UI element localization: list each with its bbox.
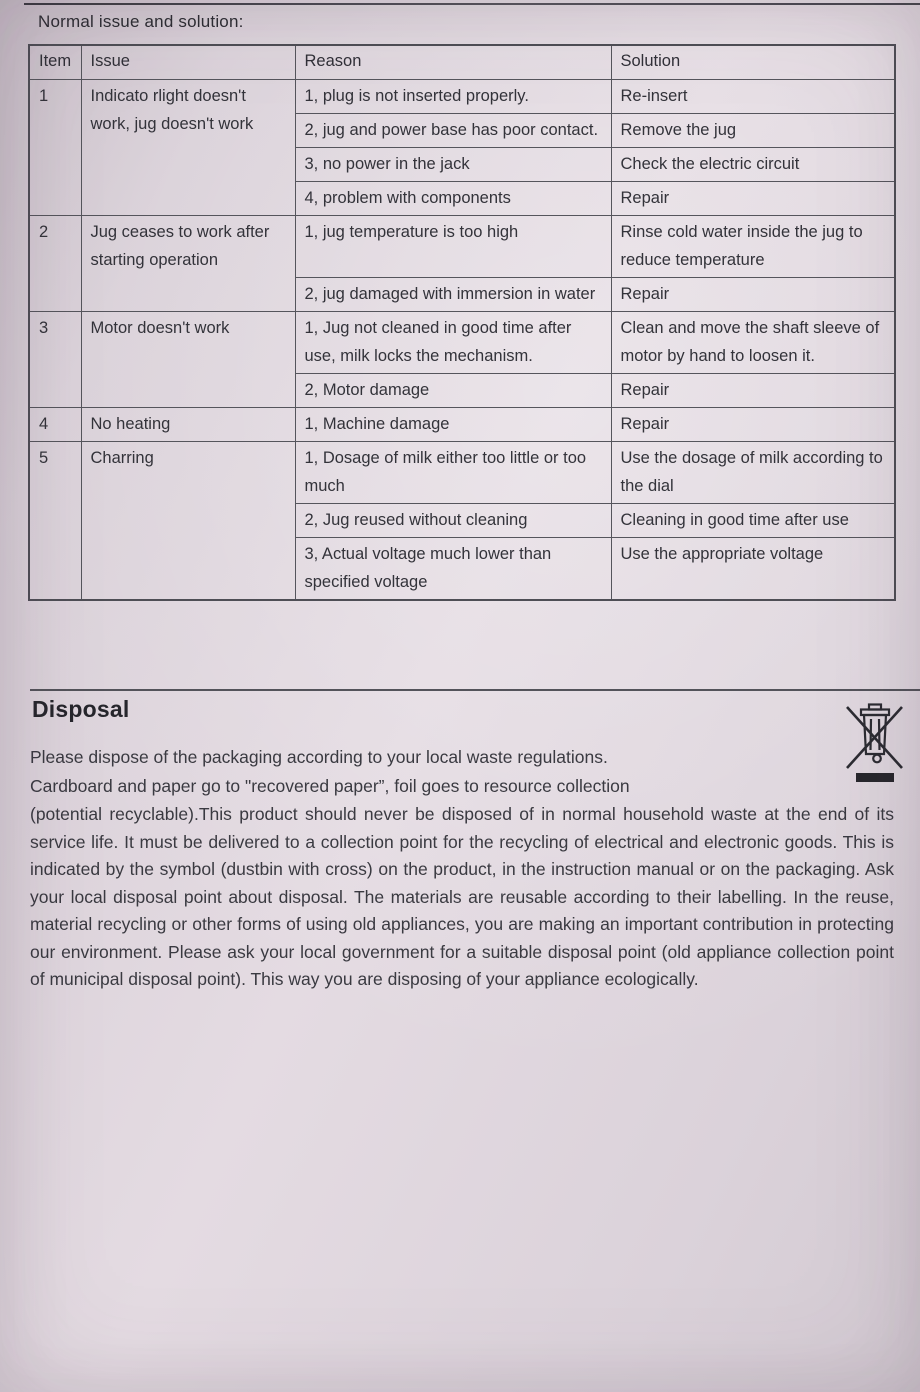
reason-cell: 1, Machine damage (295, 408, 611, 442)
column-header-issue: Issue (81, 45, 295, 80)
disposal-section-heading: Disposal (32, 696, 130, 722)
issue-cell: No heating (81, 408, 295, 442)
issue-cell: Jug ceases to work after starting operation (81, 216, 295, 312)
reason-cell: 3, Actual voltage much lower than specified voltage (295, 538, 611, 601)
disposal-body (30, 744, 894, 995)
item-number-cell: 2 (29, 216, 81, 312)
table-row (29, 80, 895, 114)
solution-cell: Clean and move the shaft sleeve of motor by hand to loosen it. (611, 312, 895, 374)
reason-cell: 2, jug damaged with immersion in water (295, 278, 611, 312)
solution-cell: Use the appropriate voltage (611, 538, 895, 601)
table-header-row (29, 45, 895, 80)
reason-cell: 1, Dosage of milk either too little or too much (295, 442, 611, 504)
column-header-solution: Solution (611, 45, 895, 80)
solution-cell: Cleaning in good time after use (611, 504, 895, 538)
solution-cell: Use the dosage of milk according to the dial (611, 442, 895, 504)
item-number-cell: 3 (29, 312, 81, 408)
table-row (29, 216, 895, 278)
solution-cell: Remove the jug (611, 114, 895, 148)
page-top-edge-line (24, 3, 920, 5)
table-title: Normal issue and solution: (38, 12, 244, 31)
reason-cell: 2, Motor damage (295, 374, 611, 408)
reason-cell: 4, problem with components (295, 182, 611, 216)
solution-cell: Repair (611, 374, 895, 408)
reason-cell: 1, jug temperature is too high (295, 216, 611, 278)
solution-cell: Rinse cold water inside the jug to reduce temperature (611, 216, 895, 278)
disposal-paragraph: Cardboard and paper go to "recovered paper”, foil goes to resource collection (30, 775, 630, 796)
table-row (29, 442, 895, 504)
issue-cell: Motor doesn't work (81, 312, 295, 408)
item-number-cell: 5 (29, 442, 81, 601)
item-number-cell: 1 (29, 80, 81, 216)
item-number-cell: 4 (29, 408, 81, 442)
table-row (29, 408, 895, 442)
section-divider-line (30, 689, 920, 691)
reason-cell: 1, Jug not cleaned in good time after use, milk locks the mechanism. (295, 312, 611, 374)
disposal-paragraph: (potential recyclable).This product should never be disposed of in normal household waste at the end of its service life. It must be delivered to a collection point for the recycling of electrical and electronic goods. This is indicated by the symbol (dustbin with cross) on the product, in the instruction manual or on the packaging. Ask your local disposal point about disposal. The materials are reusable according to their labelling. In the reuse, material recycling or other forms of using old appliances, you are making an important contribution in protecting our environment. Please ask your local government for a suitable disposal point (old appliance collection point of municipal disposal point). This way you are disposing of your appliance ecologically. (30, 804, 894, 989)
issue-cell: Indicato rlight doesn't work, jug doesn't work (81, 80, 295, 216)
table-row (29, 312, 895, 374)
reason-cell: 2, Jug reused without cleaning (295, 504, 611, 538)
column-header-item: Item (29, 45, 81, 80)
solution-cell: Repair (611, 182, 895, 216)
troubleshooting-table (28, 44, 896, 601)
solution-cell: Re-insert (611, 80, 895, 114)
column-header-reason: Reason (295, 45, 611, 80)
solution-cell: Repair (611, 278, 895, 312)
reason-cell: 1, plug is not inserted properly. (295, 80, 611, 114)
solution-cell: Check the electric circuit (611, 148, 895, 182)
reason-cell: 3, no power in the jack (295, 148, 611, 182)
solution-cell: Repair (611, 408, 895, 442)
issue-cell: Charring (81, 442, 295, 601)
disposal-paragraph: Please dispose of the packaging according to your local waste regulations. (30, 747, 608, 767)
reason-cell: 2, jug and power base has poor contact. (295, 114, 611, 148)
